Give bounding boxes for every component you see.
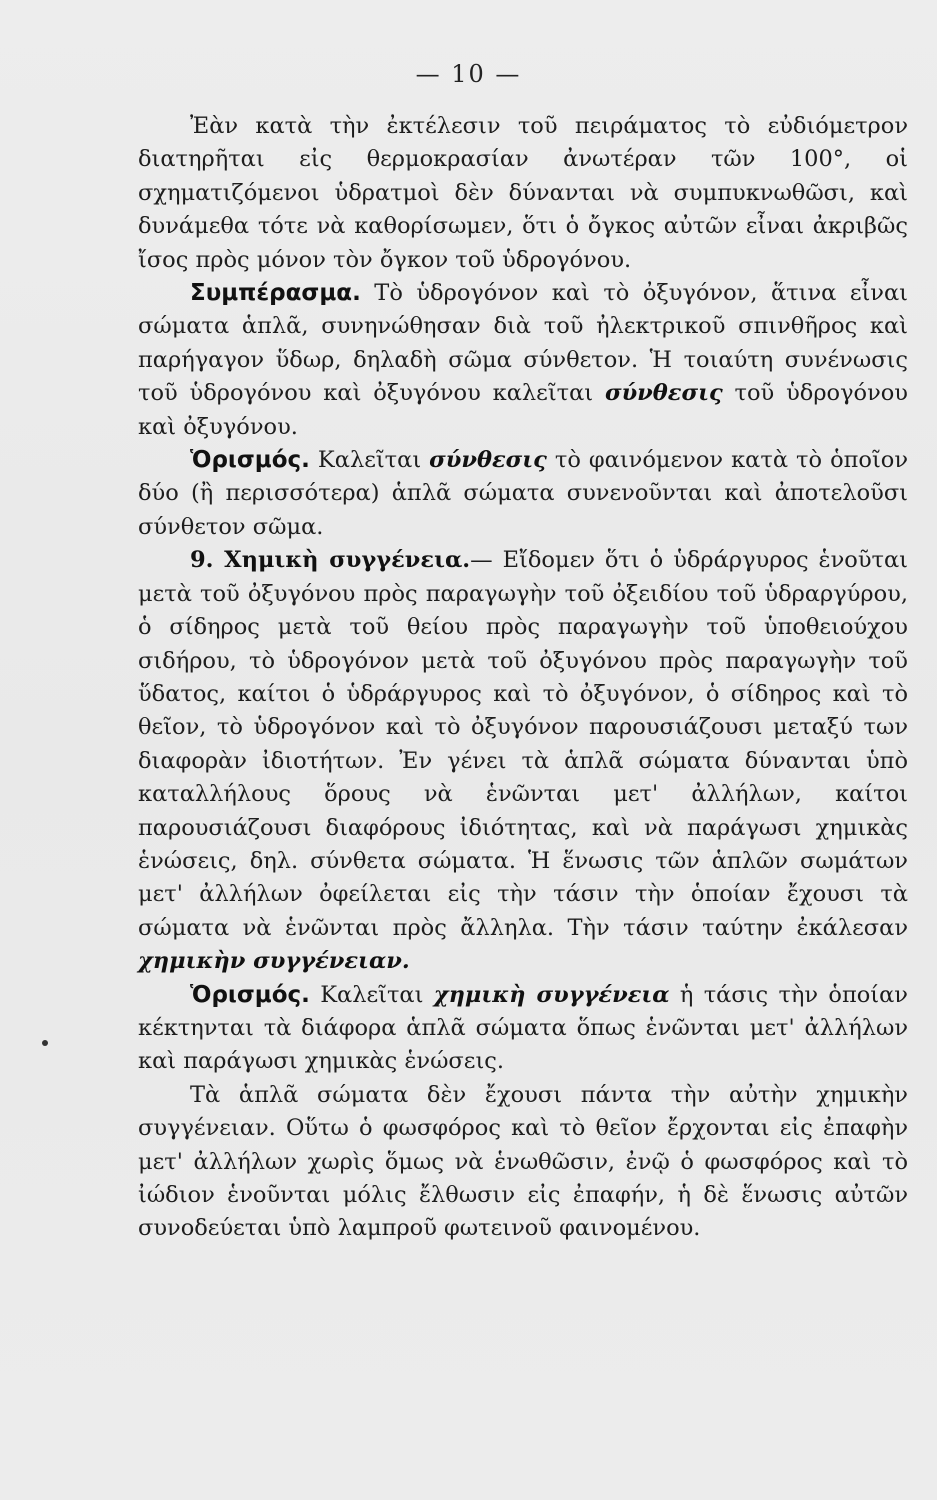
definition-affinity-text-a: Καλεῖται: [309, 981, 434, 1008]
paragraph-conclusion: [138, 277, 908, 444]
paragraph-eudiometer: Ἐὰν κατὰ τὴν ἐκτέλεσιν τοῦ πειράματος τὸ εὐδιόμετρον διατηρῆται εἰς θερμοκρασίαν ἀνωτέραν τῶν 100°, οἱ σχηματιζόμενοι ὑδρατμοὶ δὲν δύνανται νὰ συμπυκνωθῶσι, καὶ δυνάμεθα τότε νὰ καθορίσωμεν, ὅτι ὁ ὄγκος αὐτῶν εἶναι ἀκριβῶς ἴσος πρὸς μόνον τὸν ὄγκον τοῦ ὑδρογόνου.: [138, 113, 908, 273]
term-synthesis: σύνθεσις: [604, 380, 723, 407]
paragraph-phosphorus: Τὰ ἁπλᾶ σώματα δὲν ἔχουσι πάντα τὴν αὐτὴν χημικὴν συγγένειαν. Οὕτω ὁ φωσφόρος καὶ τὸ θεῖον ἔρχονται εἰς ἐπαφὴν μετ' ἀλλήλων χωρὶς ὅμως νὰ ἑνωθῶσιν, ἐνῷ ὁ φωσφόρος καὶ τὸ ἰώδιον ἑνοῦνται μόλις ἔλθωσιν εἰς ἐπαφήν, ἡ δὲ ἕνωσις αὐτῶν συνοδεύεται ὑπὸ λαμπροῦ φωτεινοῦ φαινομένου.: [138, 1081, 908, 1242]
body-text: [138, 110, 908, 1246]
conclusion-text-a: Τὸ ὑδρογόνον καὶ τὸ ὀξυγόνον, ἅτινα εἶναι σώματα ἁπλᾶ, συνηνώθησαν διὰ τοῦ ἠλεκτρικοῦ σπινθῆρος καὶ παρήγαγον ὕδωρ, δηλαδὴ σῶμα σύνθετον. Ἡ τοιαύτη συνένωσις τοῦ ὑδρογόνου καὶ ὀξυγόνου καλεῖται: [138, 280, 908, 407]
paragraph-definition-affinity: [138, 979, 908, 1079]
conclusion-text-b: τοῦ ὑδρογόνου καὶ ὀξυγόνου.: [138, 380, 908, 440]
term-chemical-affinity-2: χημικὴ συγγένεια: [433, 981, 670, 1008]
term-synthesis-2: σύνθεσις: [429, 447, 547, 474]
affinity-text: — Εἴδομεν ὅτι ὁ ὑδράργυρος ἑνοῦται μετὰ τοῦ ὀξυγόνου πρὸς παραγωγὴν τοῦ ὀξειδίου τοῦ ὑδραργύρου, ὁ σίδηρος μετὰ τοῦ θείου πρὸς παραγωγὴν τοῦ ὑποθειούχου σιδήρου, τὸ ὑδρογόνον μετὰ τοῦ ὀξυγόνου πρὸς παραγωγὴν τοῦ ὕδατος, καίτοι ὁ ὑδράργυρος καὶ τὸ ὀξυγόνον, ὁ σίδηρος καὶ τὸ θεῖον, τὸ ὑδρογόνον καὶ τὸ ὀξυγόνον παρουσιάζουσι μεταξύ των διαφορὰν ἰδιοτήτων. Ἐν γένει τὰ ἁπλᾶ σώματα δύνανται ὑπὸ καταλλήλους ὅρους νὰ ἑνῶνται μετ' ἀλλήλων, καίτοι παρουσιάζουσι διαφόρους ἰδιότητας, καὶ νὰ παράγωσι χημικὰς ἑνώσεις, δηλ. σύνθετα σώματα. Ἡ ἕνωσις τῶν ἁπλῶν σωμάτων μετ' ἀλλήλων ὀφείλεται εἰς τὴν τάσιν τὴν ὁποίαν ἔχουσι τὰ σώματα νὰ ἑνῶνται πρὸς ἄλληλα. Τὴν τάσιν ταύτην ἐκάλεσαν: [138, 547, 908, 941]
definition-text-b: τὸ φαινόμενον κατὰ τὸ ὁποῖον δύο (ἢ περισσότερα) ἁπλᾶ σώματα συνενοῦνται καὶ ἀποτελοῦσι σύνθετον σῶμα.: [138, 447, 908, 540]
definition-text-a: Καλεῖται: [309, 447, 430, 474]
paragraph-chemical-affinity: [138, 544, 908, 978]
margin-dot-mark: [42, 1040, 48, 1046]
paragraph-definition-synthesis: [138, 444, 908, 544]
heading-definition-2: Ὁρισμός.: [190, 981, 310, 1008]
page-number: — 10 —: [415, 60, 522, 88]
heading-conclusion: Συμπέρασμα.: [190, 280, 361, 307]
definition-affinity-text-b: ἡ τάσις τὴν ὁποίαν κέκτηνται τὰ διάφορα ἁπλᾶ σώματα ὅπως ἑνῶνται μετ' ἀλλήλων καὶ παράγωσι χημικὰς ἑνώσεις.: [138, 981, 908, 1075]
section-heading-affinity: 9. Χημικὴ συγγένεια.: [190, 547, 471, 574]
heading-definition: Ὁρισμός.: [190, 447, 310, 474]
term-chemical-affinity: χημικὴν συγγένειαν.: [138, 948, 410, 975]
